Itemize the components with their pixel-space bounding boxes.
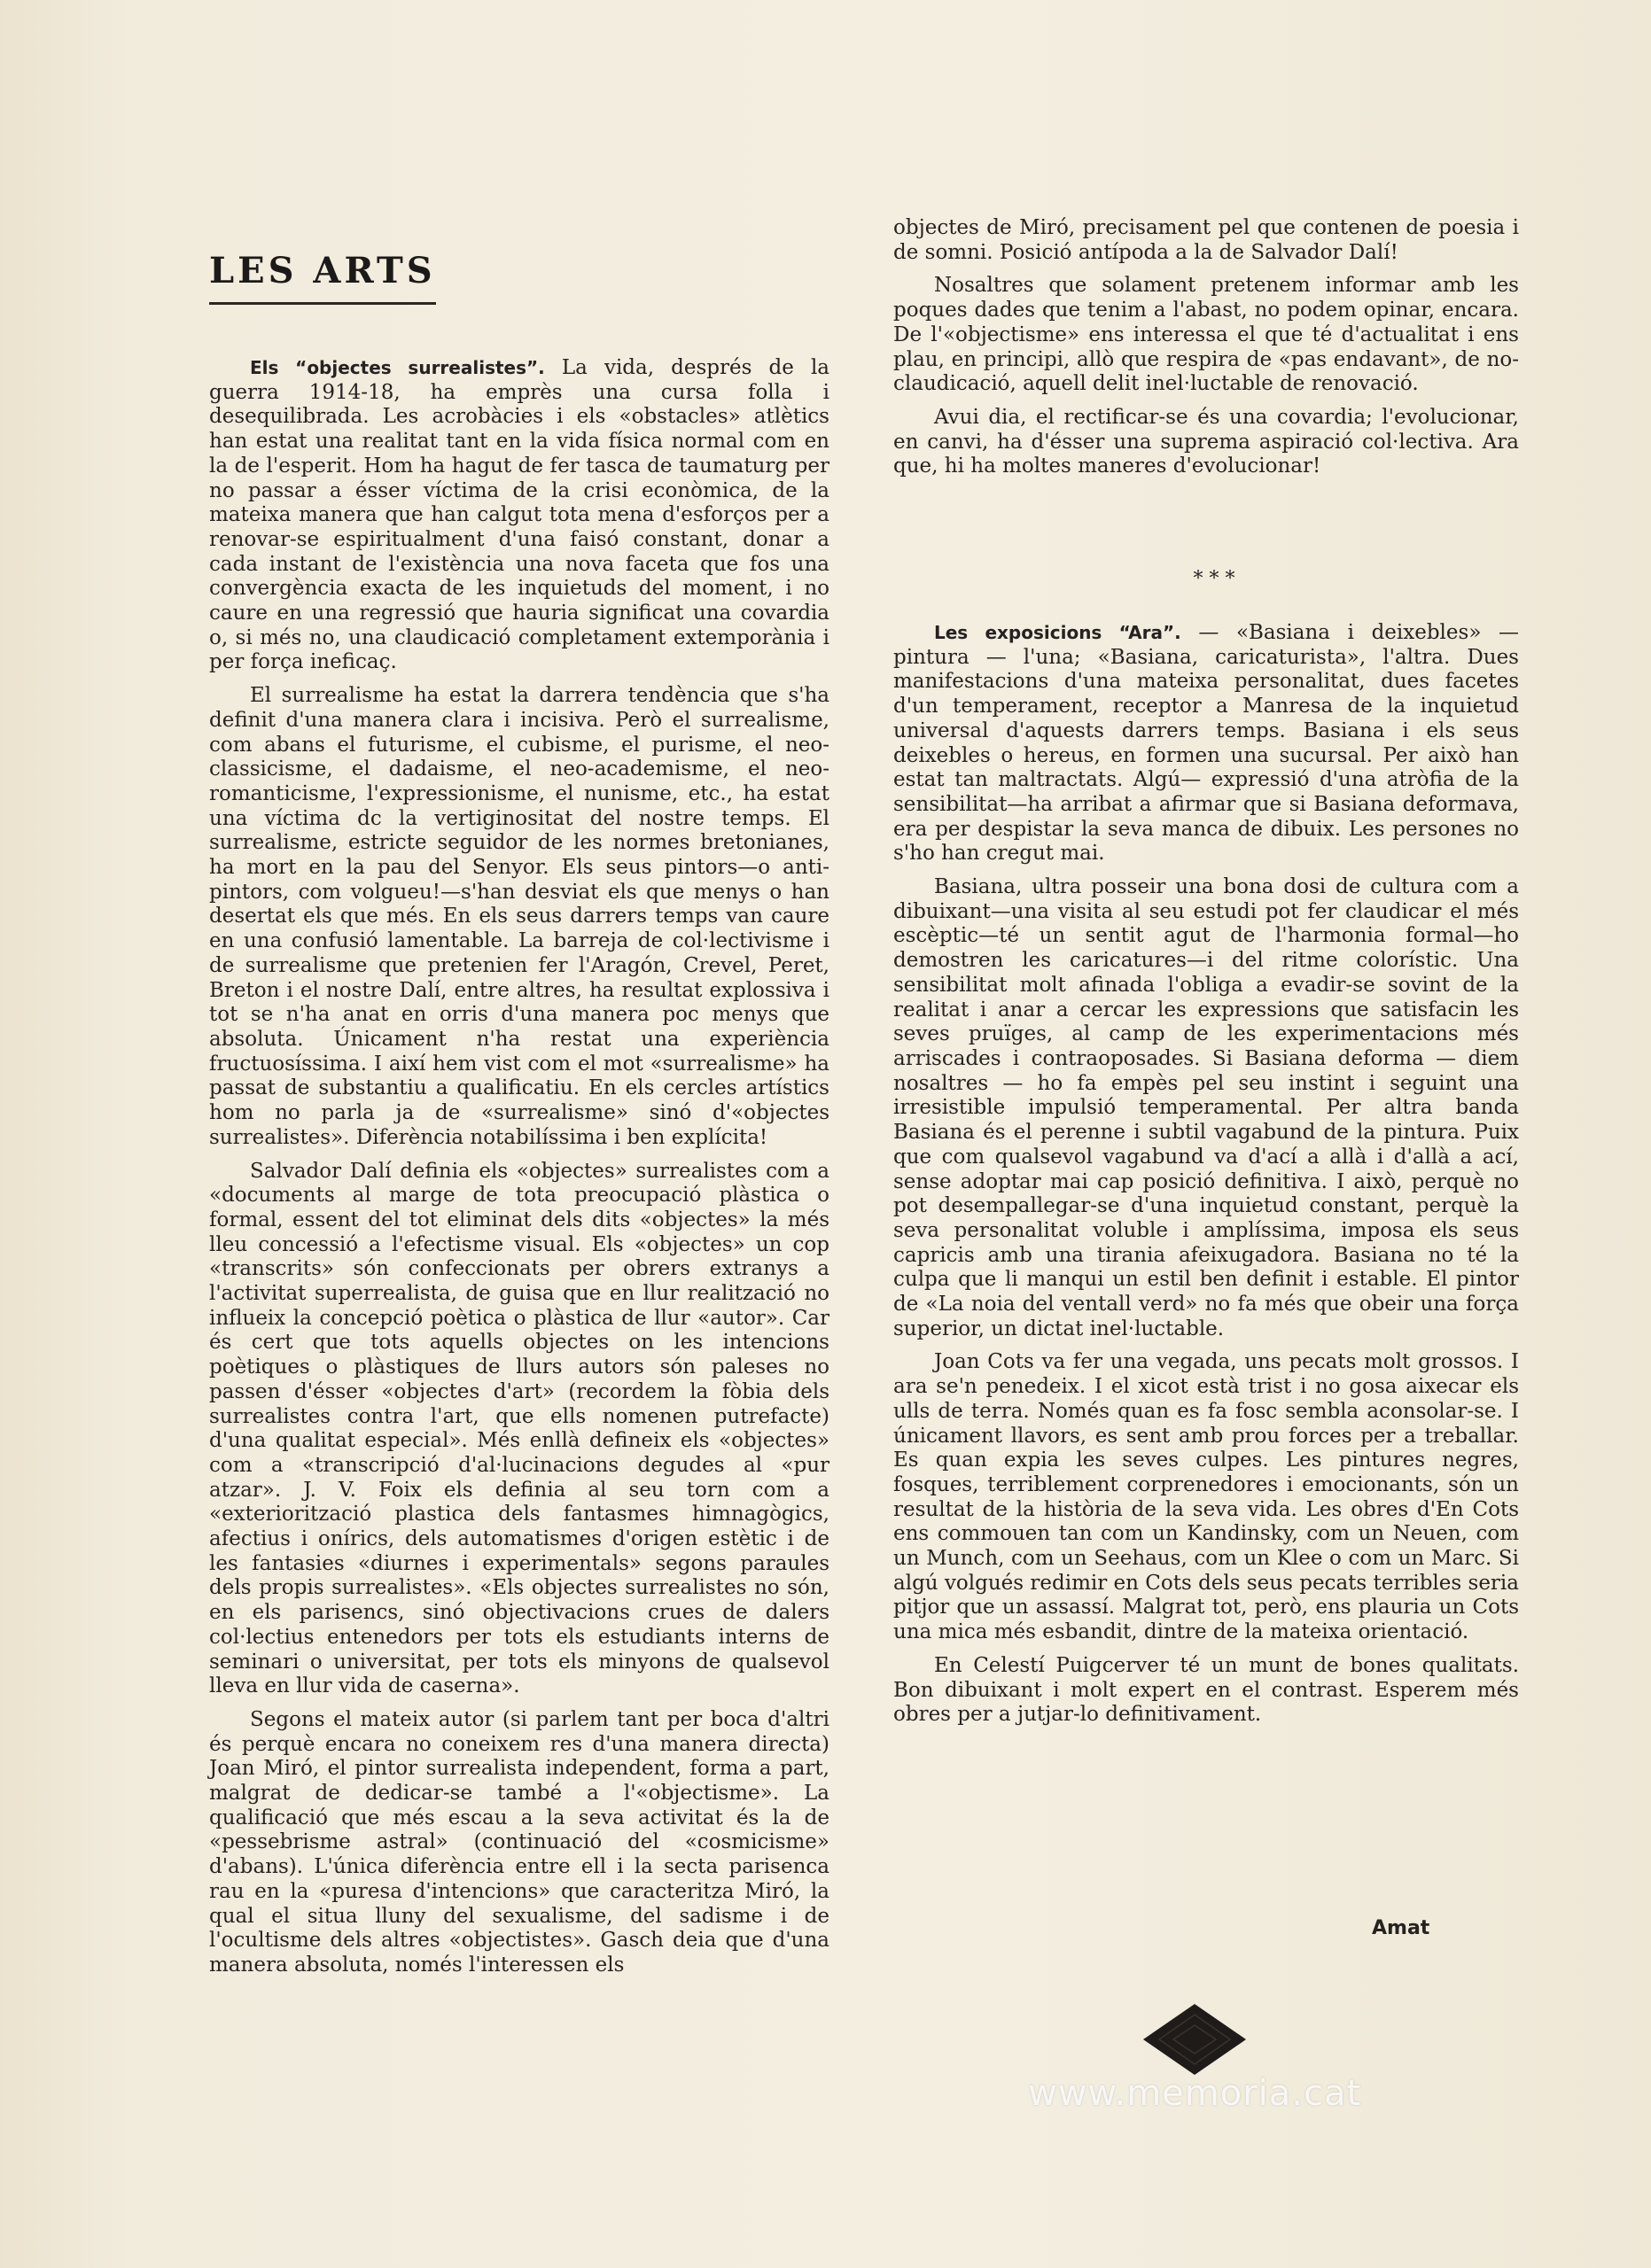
paragraph: Basiana, ultra posseir una bona dosi de cultura com a dibuixant—una visita al seu estudi pot fer claudicar el més escèptic—té un sentit agut de l'harmonia formal—ho demostren les caricatures—i del ritme colorístic. Una sensibilitat molt afinada l'obliga a evadir-se sovint de la realitat i anar a cercar les expressions que satisfacin les seves pruïges, al camp de les experimentacions més arriscades i contraoposades. Si Basiana deforma — diem nosaltres — ho fa empès pel seu instint i seguint una irresistible impulsió temperamental. Per altra banda Basiana és el perenne i subtil vagabund de la pintura. Puix que com qualsevol vagabund va d'ací a allà i d'allà a ací, sense adoptar mai cap posició definitiva. I això, perquè no pot desempallegar-se d'una inquietud constant, perquè la seva personalitat voluble i amplíssima, imposa els seus capricis amb una tirania afeixugadora. Basiana no té la culpa que li manqui un estil ben definit i estable. El pintor de «La noia del ventall verd» no fa més que obeir una força superior, un dictat inel·luctable. [893, 875, 1519, 1340]
paragraph-text: — «Basiana i deixebles» — pintura — l'una; «Basiana, caricaturista», l'altra. Dues manifestacions d'una mateixa personalitat, dues facetes d'un temperament, receptor a Manresa de la inquietud universal d'aquests darrers temps. Basiana i els seus deixebles o hereus, en formen una sucursal. Per això han estat tan maltractats. Algú— expressió d'una atròfia de la sensibilitat—ha arribat a afirmar que si Basiana deformava, era per despistar la seva manca de dibuix. Les persones no s'ho han cregut mai. [893, 621, 1519, 866]
paragraph: Segons el mateix autor (si parlem tant per boca d'altri és perquè encara no coneixem res d'una manera directa) Joan Miró, el pintor surrealista independent, forma a part, malgrat de dedicar-se també a l'«objectisme». La qualificació que més escau a la seva activitat és la de «pessebrisme astral» (continuació del «cosmicisme» d'abans). L'única diferència entre ell i la secta parisenca rau en la «puresa d'intencions» que caracteritza Miró, la qual el situa lluny del sexualisme, del sadisme i de l'ocultisme dels altres «objectistes». Gasch deia que d'una manera absoluta, només l'interessen els [209, 1707, 829, 1977]
watermark: www.memoria.cat [1028, 2073, 1362, 2114]
paragraph: Salvador Dalí definia els «objectes» surrealistes com a «documents al marge de tota preocupació plàstica o formal, essent del tot eliminat dels dits «objectes» la més lleu concessió a l'efectisme visual. Els «objectes» un cop «transcrits» són confeccionats per obrers extranys a l'activitat superrealista, de guisa que en llur realització no influeix la concepció poètica o plàstica de llur «autor». Car és cert que tots aquells objectes on les intencions poètiques o plàstiques de llurs autors són paleses no passen d'ésser «objectes d'art» (recordem la fòbia dels surrealistes contra l'art, que ells nomenen putrefacte) d'una qualitat especial». Més enllà defineix els «objectes» com a «transcripció d'al·lucinacions degudes al «pur atzar». J. V. Foix els definia al seu torn com a «exteriorització plastica dels fantasmes himnagògics, afectius i onírics, dels automatismes d'origen estètic i de les fantasies «diurnes i experimentals» segons paraules dels propis surrealistes». «Els objectes surrealistes no són, en els parisencs, sinó objectivacions crues de dalers col·lectius entenedors per tots els estudiants interns de seminari o universitat, per tots els minyons de qualsevol lleva en llur vida de caserna». [209, 1159, 829, 1698]
paragraph: Joan Cots va fer una vegada, uns pecats molt grossos. I ara se'n penedeix. I el xicot està trist i no gosa aixecar els ulls de terra. Només quan es fa fosc sembla aconsolar-se. I únicament llavors, es sent amb prou forces per a treballar. Es quan expia les seves culpes. Les pintures negres, fosques, terriblement corprenedores i emocionants, són un resultat de la història de la seva vida. Les obres d'En Cots ens commouen tan com un Kandinsky, com un Neuen, com un Munch, com un Seehaus, com un Klee o com un Marc. Si algú volgués redimir en Cots dels seus pecats terribles seria pitjor que un assassí. Malgrat tot, però, ens plauria un Cots una mica més esbandit, dintre de la mateixa orientació. [893, 1350, 1519, 1644]
paragraph [893, 621, 1519, 866]
paragraph-lead: Les exposicions “Ara”. [934, 622, 1181, 644]
author-signature: Amat [1372, 1917, 1430, 1939]
paragraph: En Celestí Puigcerver té un munt de bones qualitats. Bon dibuixant i molt expert en el contrast. Esperem més obres per a jutjar-lo definitivament. [893, 1653, 1519, 1727]
paragraph-text: La vida, després de la guerra 1914-18, ha emprès una cursa folla i desequilibrada. Les acrobàcies i els «obstacles» atlètics han estat una realitat tant en la vida física normal com en la de l'esperit. Hom ha hagut de fer tasca de taumaturg per no passar a ésser víctima de la crisi econòmica, de la mateixa manera que han calgut tota mena d'esforços per a renovar-se espiritualment d'una faisó constant, donar a cada instant de l'existència una nova faceta que fos una convergència exacta de les inquietuds del moment, i no caure en una regressió que hauria significat una covardia o, si més no, una claudicació completament extemporània i per força ineficaç. [209, 356, 830, 674]
paragraph: El surrealisme ha estat la darrera tendència que s'ha definit d'una manera clara i incisiva. Però el surrealisme, com abans el futurisme, el cubisme, el purisme, el neo-classicisme, el dadaisme, el neo-academisme, el neo-romanticisme, l'expressionisme, el nunisme, etc., ha estat una víctima dc la vertiginositat del nostre temps. El surrealisme, estricte seguidor de les normes bretonianes, ha mort en la pau del Senyor. Els seus pintors—o anti-pintors, com volgueu!—s'han desviat els que menys o han desertat els que més. En els seus darrers temps van caure en una confusió lamentable. La barreja de col·lectivisme i de surrealisme que pretenien fer l'Aragón, Crevel, Peret, Breton i el nostre Dalí, entre altres, ha resultat explossiva i tot se n'ha anat en orris d'una manera poc menys que absoluta. Únicament n'ha restat una experiència fructuosíssima. I així hem vist com el mot «surrealisme» ha passat de substantiu a qualificatiu. En els cercles artístics hom no parla ja de «surrealisme» sinó d'«objectes surrealistes». Diferència notabilíssima i ben explícita! [209, 684, 829, 1149]
paragraph: Nosaltres que solament pretenem informar amb les poques dades que tenim a l'abast, no podem opinar, encara. De l'«objectisme» ens interessa el que té d'actualitat i ens plau, en principi, allò que respira de «pas endavant», de no-claudicació, aquell delit inel·luctable de renovació. [893, 274, 1519, 396]
paragraph-lead: Els “objectes surrealistes”. [250, 357, 545, 378]
paragraph: objectes de Miró, precisament pel que contenen de poesia i de somni. Posició antípoda a la de Salvador Dalí! [893, 216, 1519, 264]
section-separator [1188, 568, 1241, 608]
diamond-ornament-icon [1141, 2002, 1248, 2077]
paragraph [209, 356, 829, 675]
right-column [893, 216, 1519, 1736]
section-heading: LES ARTS [209, 250, 436, 305]
left-column [209, 356, 829, 1987]
separator-text: * * * [1193, 568, 1235, 590]
paragraph: Avui dia, el rectificar-se és una covardia; l'evolucionar, en canvi, ha d'ésser una suprema aspiració col·lectiva. Ara que, hi ha moltes maneres d'evolucionar! [893, 405, 1519, 478]
